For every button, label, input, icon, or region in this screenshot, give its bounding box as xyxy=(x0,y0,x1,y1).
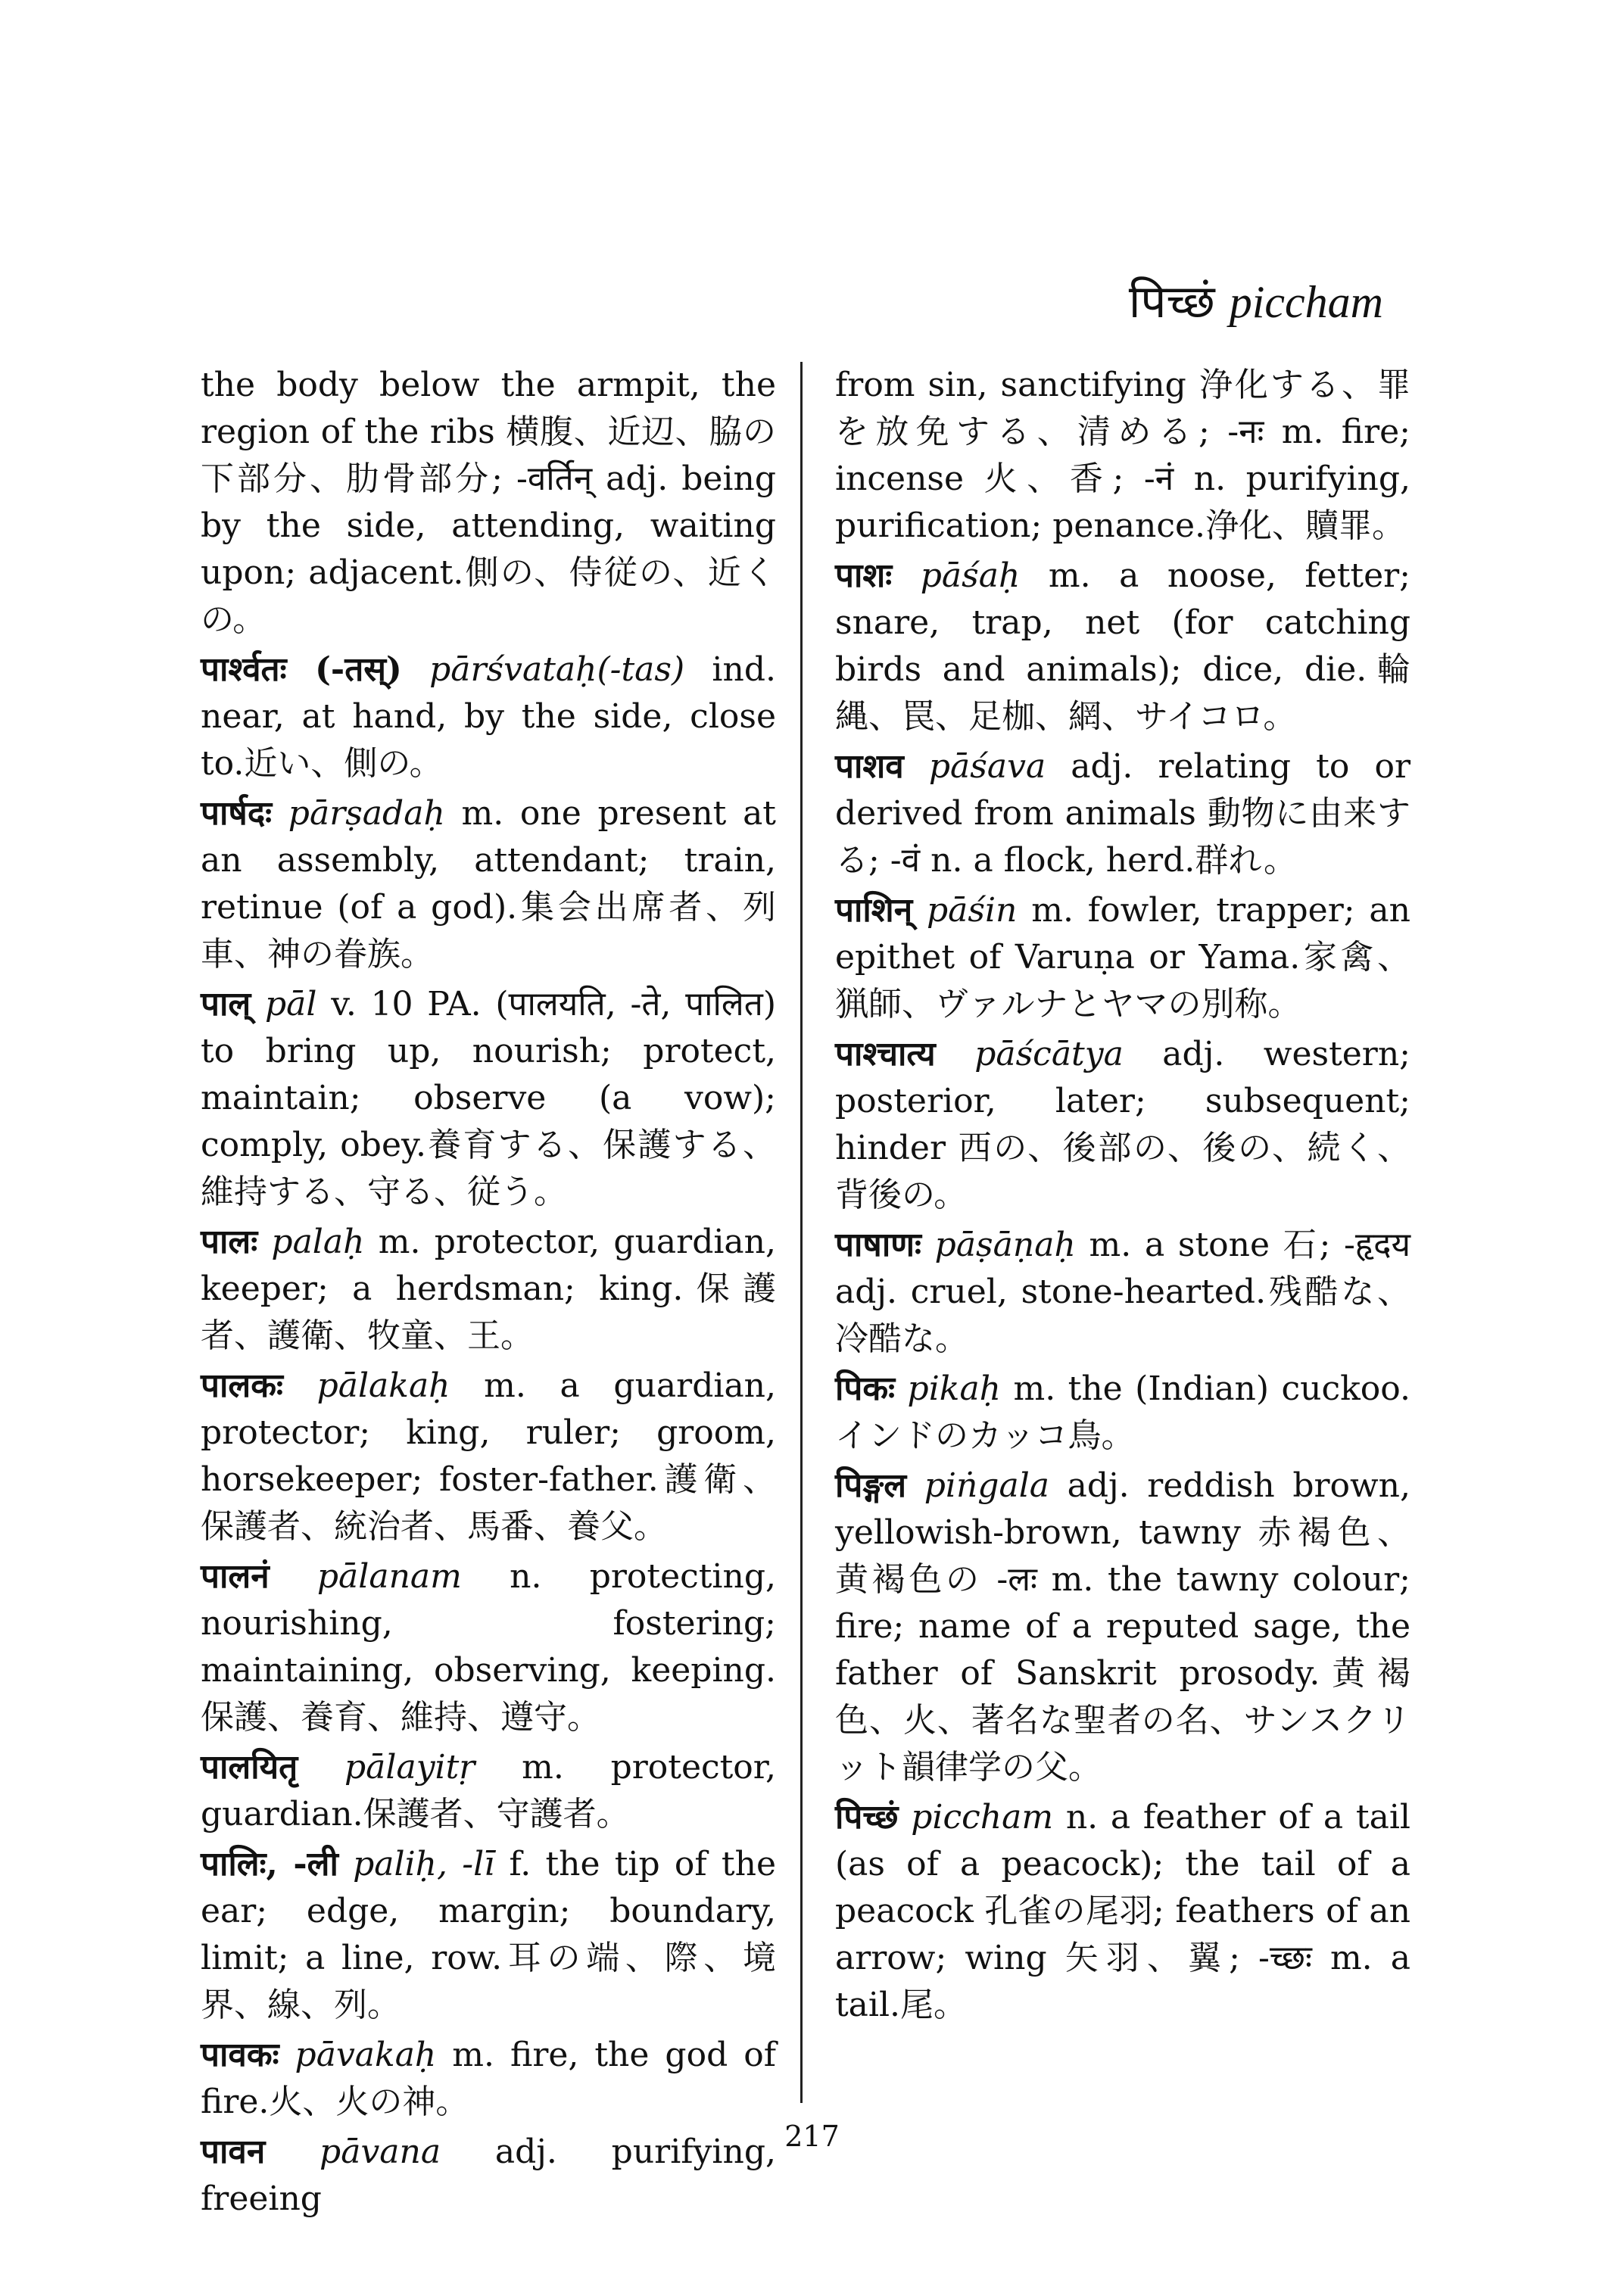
entry-definition: v. 10 PA. (पालयति, -ते, पालित) to bring up, nourish; protect, maintain; observe (a vow); comply, obey.養育する、保護する、維持する、守る、従う。 xyxy=(201,985,776,1211)
entry-definition: f. the tip of the ear; edge, margin; boundary, limit; a line, row.耳の端、際、境界、線、列。 xyxy=(201,1845,776,2024)
dictionary-entry xyxy=(201,790,776,978)
entry-transliteration: pāl xyxy=(264,985,317,1023)
entry-transliteration: piṅgala xyxy=(924,1466,1049,1505)
dictionary-entry xyxy=(201,1553,776,1741)
entry-definition: m. fire, the god of fire.火、火の神。 xyxy=(201,2036,776,2121)
entry-definition: m. one present at an assembly, attendant; train, retinue (of a god).集会出席者、列車、神の眷族。 xyxy=(201,794,776,974)
entry-headword: पालः xyxy=(201,1223,258,1261)
dictionary-entry xyxy=(835,887,1410,1028)
entry-transliteration: pārṣadaḥ xyxy=(288,794,445,833)
entry-transliteration: pāṣāṇaḥ xyxy=(934,1226,1076,1264)
entry-transliteration: pāśaḥ xyxy=(920,556,1021,595)
dictionary-entry xyxy=(835,1463,1410,1791)
entry-definition: m. the (Indian) cuckoo.インドのカッコ鳥。 xyxy=(835,1369,1410,1455)
dictionary-entry xyxy=(201,1363,776,1550)
running-head xyxy=(1129,269,1383,331)
entry-definition: m. a guardian, protector; king, ruler; groom, horsekeeper; foster-father.護衛、保護者、統治者、馬番、養父。 xyxy=(201,1366,776,1546)
left-column xyxy=(201,362,776,2226)
entry-headword: पालकः xyxy=(201,1366,283,1405)
entry-headword: पिङ्गल xyxy=(835,1466,907,1505)
entry-headword: पाशः xyxy=(835,556,893,595)
entry-definition: n. protecting, nourishing, fostering; maintaining, observing, keeping.保護、養育、維持、遵守。 xyxy=(201,1557,776,1737)
page-number: 217 xyxy=(784,2120,840,2153)
dictionary-entry xyxy=(201,1744,776,1838)
dictionary-entry xyxy=(835,1794,1410,2029)
entry-definition: m. protector, guardian.保護者、守護者。 xyxy=(201,1748,776,1833)
entry-definition: adj. western; posterior, later; subsequent; hinder 西の、後部の、後の、続く、背後の。 xyxy=(835,1035,1410,1214)
entry-definition: ind. near, at hand, by the side, close to.近い、側の。 xyxy=(201,650,776,783)
dictionary-entry xyxy=(201,1841,776,2029)
dictionary-entry xyxy=(201,1219,776,1360)
entry-transliteration: pikaḥ xyxy=(907,1369,1002,1408)
entry-transliteration: paliḥ, -lī xyxy=(353,1845,495,1883)
dictionary-entry xyxy=(201,646,776,787)
entry-transliteration: palaḥ xyxy=(271,1223,365,1261)
entry-definition: adj. relating to or derived from animals 動物に由来する; -वं n. a flock, herd.群れ。 xyxy=(835,747,1410,880)
entry-transliteration: pāvakaḥ xyxy=(295,2036,437,2074)
entry-transliteration: pāścātya xyxy=(974,1035,1124,1073)
entry-definition: from sin, sanctifying 浄化する、罪を放免する、清める; -नः m. fire; incense 火、香; -नं n. purifying, purification; penance.浄化、贖罪。 xyxy=(835,366,1410,545)
entry-headword: पाशिन् xyxy=(835,891,913,930)
entry-definition: m. a noose, fetter; snare, trap, net (for catching birds and animals); dice, die.輪縄、罠、足枷、網、サイコロ。 xyxy=(835,556,1410,736)
entry-headword: पावन xyxy=(201,2133,266,2171)
dictionary-entry xyxy=(835,362,1410,550)
column-divider xyxy=(800,362,803,2103)
entry-definition: m. protector, guardian, keeper; a herdsman; king.保護者、護衛、牧童、王。 xyxy=(201,1223,776,1355)
entry-headword: पालनं xyxy=(201,1557,270,1596)
entry-headword: पार्षदः xyxy=(201,794,273,833)
entry-headword: पाश्चात्य xyxy=(835,1035,936,1073)
entry-transliteration: pālakaḥ xyxy=(316,1366,450,1405)
entry-headword: पालयितृ xyxy=(201,1748,298,1787)
entry-headword: पालिः, -ली xyxy=(201,1845,338,1883)
running-head-devanagari: पिच्छं xyxy=(1128,276,1215,329)
entry-headword: पिच्छं xyxy=(835,1798,899,1837)
entry-definition: m. fowler, trapper; an epithet of Varuṇa or Yama.家禽、猟師、ヴァルナとヤマの別称。 xyxy=(835,891,1410,1023)
entry-headword: पाषाणः xyxy=(835,1226,921,1264)
dictionary-entry xyxy=(835,1031,1410,1219)
entry-definition: m. a stone 石; -हृदय adj. cruel, stone-hearted.残酷な、冷酷な。 xyxy=(835,1226,1410,1358)
entry-headword: पावकः xyxy=(201,2036,279,2074)
dictionary-entry xyxy=(201,2032,776,2126)
entry-headword: पिकः xyxy=(835,1369,896,1408)
entry-transliteration: pārśvataḥ(-tas) xyxy=(429,650,685,689)
dictionary-entry xyxy=(201,362,776,643)
entry-definition: n. a feather of a tail (as of a peacock); the tail of a peacock 孔雀の尾羽; feathers of an arrow; wing 矢羽、翼; -च्छः m. a tail.尾。 xyxy=(835,1798,1410,2024)
entry-transliteration: pālanam xyxy=(316,1557,462,1596)
right-column xyxy=(835,362,1410,2032)
running-head-latin: piccham xyxy=(1229,277,1383,327)
dictionary-entry xyxy=(835,553,1410,740)
entry-headword: पार्श्वतः (-तस्) xyxy=(201,650,402,689)
dictionary-entry xyxy=(835,743,1410,884)
entry-definition: adj. reddish brown, yellowish-brown, tawny 赤褐色、黄褐色の -लः m. the tawny colour; fire; name of a reputed sage, the father of Sanskrit prosody.黄褐色、火、著名な聖者の名、サンスクリット韻律学の父。 xyxy=(835,1466,1410,1787)
dictionary-entry xyxy=(835,1222,1410,1363)
entry-headword: पाशव xyxy=(835,747,904,786)
entry-headword: पाल् xyxy=(201,985,251,1023)
entry-transliteration: pālayitṛ xyxy=(344,1748,475,1787)
entry-transliteration: pāśava xyxy=(928,747,1046,786)
dictionary-entry xyxy=(201,981,776,1216)
entry-transliteration: pāvana xyxy=(320,2133,441,2171)
entry-definition: adj. purifying, freeing xyxy=(201,2133,776,2218)
entry-transliteration: pāśin xyxy=(926,891,1018,930)
entry-transliteration: piccham xyxy=(911,1798,1054,1837)
dictionary-entry xyxy=(835,1366,1410,1460)
entry-definition: the body below the armpit, the region of the ribs 横腹、近辺、脇の下部分、肋骨部分; -वर्तिन् adj. being by the side, attending, waiting upon; adjacent.側の、侍従の、近くの。 xyxy=(201,366,776,639)
